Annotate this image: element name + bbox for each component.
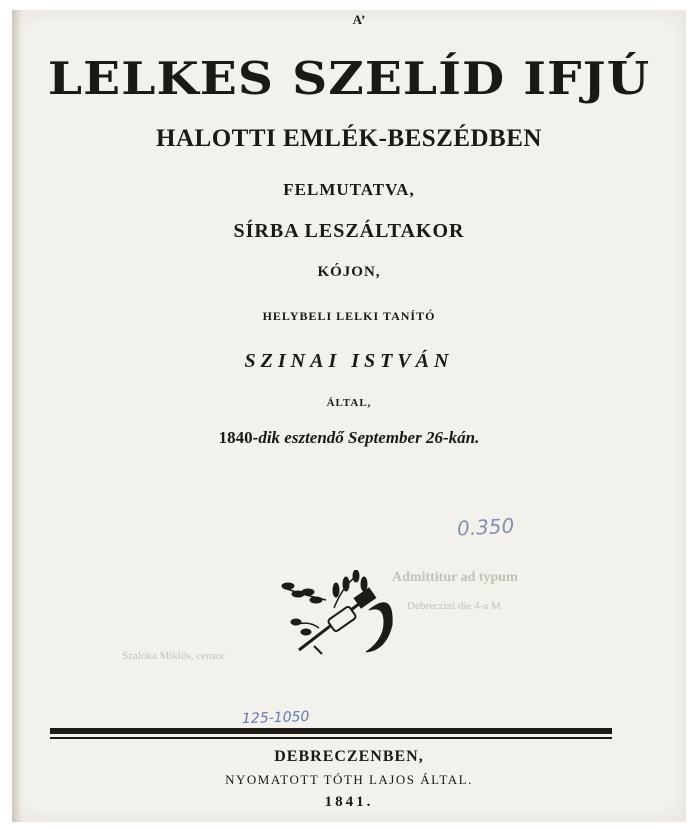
subtitle-line-4: KÓJON, — [317, 264, 381, 280]
title-page — [12, 10, 686, 822]
author-name: SZINAI ISTVÁN — [244, 350, 454, 372]
publication-year: 1841. — [324, 794, 374, 810]
subtitle-line-1: HALOTTI EMLÉK-BESZÉDBEN — [156, 125, 542, 152]
censor-stamp-line-2: Debreczini die 4-a M — [407, 600, 501, 612]
publication-place: DEBRECZENBEN, — [274, 748, 424, 765]
printer-line: NYOMATOTT TÓTH LAJOS ÁLTAL. — [225, 772, 473, 787]
censor-stamp-line-3: Szalóka Miklós, censor — [122, 650, 225, 662]
subtitle-line-2: FELMUTATVA, — [283, 180, 415, 199]
pencil-number: 125-1050 — [241, 708, 310, 728]
date-year: 1840 — [218, 428, 253, 447]
title-article: A’ — [352, 12, 366, 27]
main-title: LELKES SZELÍD IFJÚ — [47, 52, 651, 105]
divider-thin — [50, 737, 612, 739]
by-line: ÁLTAL, — [326, 397, 372, 409]
censor-stamp-line-1: Admittitur ad typum — [392, 570, 518, 585]
date-rest: -dik esztendő September 26-kán. — [252, 428, 480, 447]
divider-thick — [50, 728, 612, 734]
mourning-ornament-icon — [274, 570, 424, 660]
date-line — [12, 428, 686, 448]
pencil-shelfmark: 0.350 — [456, 513, 515, 541]
subtitle-line-5: HELYBELI LELKI TANÍTÓ — [262, 309, 436, 323]
subtitle-line-3: SÍRBA LESZÁLTAKOR — [233, 220, 465, 242]
